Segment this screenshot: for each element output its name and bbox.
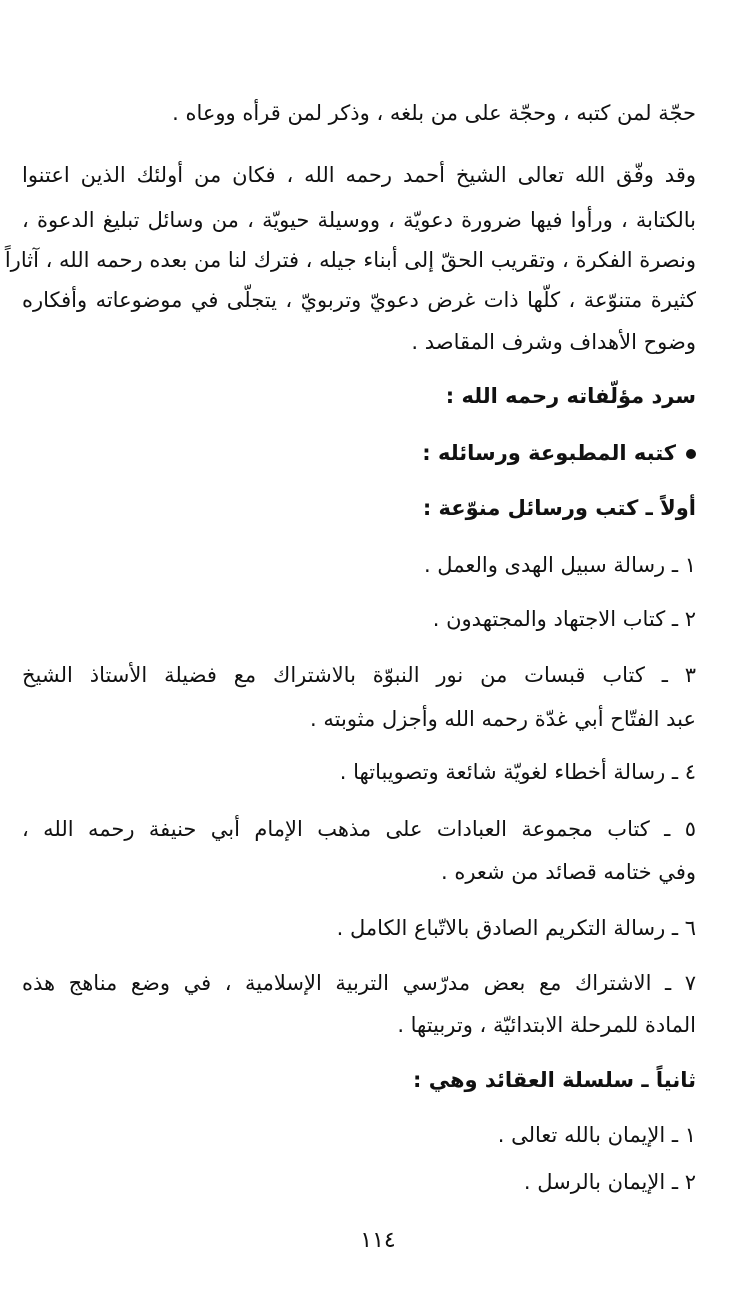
list-item: ٢ ـ كتاب الاجتهاد والمجتهدون . [432, 607, 696, 631]
paragraph-line: كثيرة متنوّعة ، كلّها ذات غرض دعويّ وتربويّ ، يتجلّى في موضوعاته وأفكاره [22, 288, 696, 312]
subsection-heading-text: كتبه المطبوعة ورسائله : [422, 441, 676, 465]
list-item: ٧ ـ الاشتراك مع بعض مدرّسي التربية الإسلامية ، في وضع مناهج هذه [22, 971, 696, 995]
list-item: ٤ ـ رسالة أخطاء لغويّة شائعة وتصويباتها . [339, 760, 696, 784]
list-item: ٦ ـ رسالة التكريم الصادق بالاتّباع الكامل . [336, 916, 696, 940]
paragraph-line: حجّة لمن كتبه ، وحجّة على من بلغه ، وذكر لمن قرأه ووعاه . [172, 101, 696, 125]
list-item-continuation: وفي ختامه قصائد من شعره . [440, 860, 696, 884]
paragraph-line: بالكتابة ، ورأوا فيها ضرورة دعويّة ، ووسيلة حيويّة ، من وسائل تبليغ الدعوة ، [22, 208, 696, 232]
section-heading: سرد مؤلّفاته رحمه الله : [445, 384, 696, 408]
list-item: ٢ ـ الإيمان بالرسل . [523, 1170, 696, 1194]
list-item-continuation: عبد الفتّاح أبي غدّة رحمه الله وأجزل مثوبته . [310, 707, 696, 731]
page-number: ١١٤ [360, 1228, 396, 1253]
paragraph-line: ونصرة الفكرة ، وتقريب الحقّ إلى أبناء جيله ، فترك لنا من بعده رحمه الله ، آثاراً [4, 248, 696, 272]
list-heading: ثانياً ـ سلسلة العقائد وهي : [413, 1068, 696, 1092]
paragraph-line: وضوح الأهداف وشرف المقاصد . [411, 330, 696, 354]
subsection-heading [422, 438, 696, 468]
list-item: ٥ ـ كتاب مجموعة العبادات على مذهب الإمام أبي حنيفة رحمه الله ، [22, 817, 696, 841]
list-item: ١ ـ رسالة سبيل الهدى والعمل . [423, 553, 696, 577]
list-item-continuation: المادة للمرحلة الابتدائيّة ، وتربيتها . [397, 1013, 696, 1037]
paragraph-line: وقد وفّق الله تعالى الشيخ أحمد رحمه الله ، فكان من أولئك الذين اعتنوا [22, 163, 696, 187]
list-heading: أولاً ـ كتب ورسائل منوّعة : [422, 496, 696, 520]
list-item: ١ ـ الإيمان بالله تعالى . [497, 1123, 696, 1147]
list-item: ٣ ـ كتاب قبسات من نور النبوّة بالاشتراك مع فضيلة الأستاذ الشيخ [22, 663, 696, 687]
bullet-icon [686, 449, 696, 459]
